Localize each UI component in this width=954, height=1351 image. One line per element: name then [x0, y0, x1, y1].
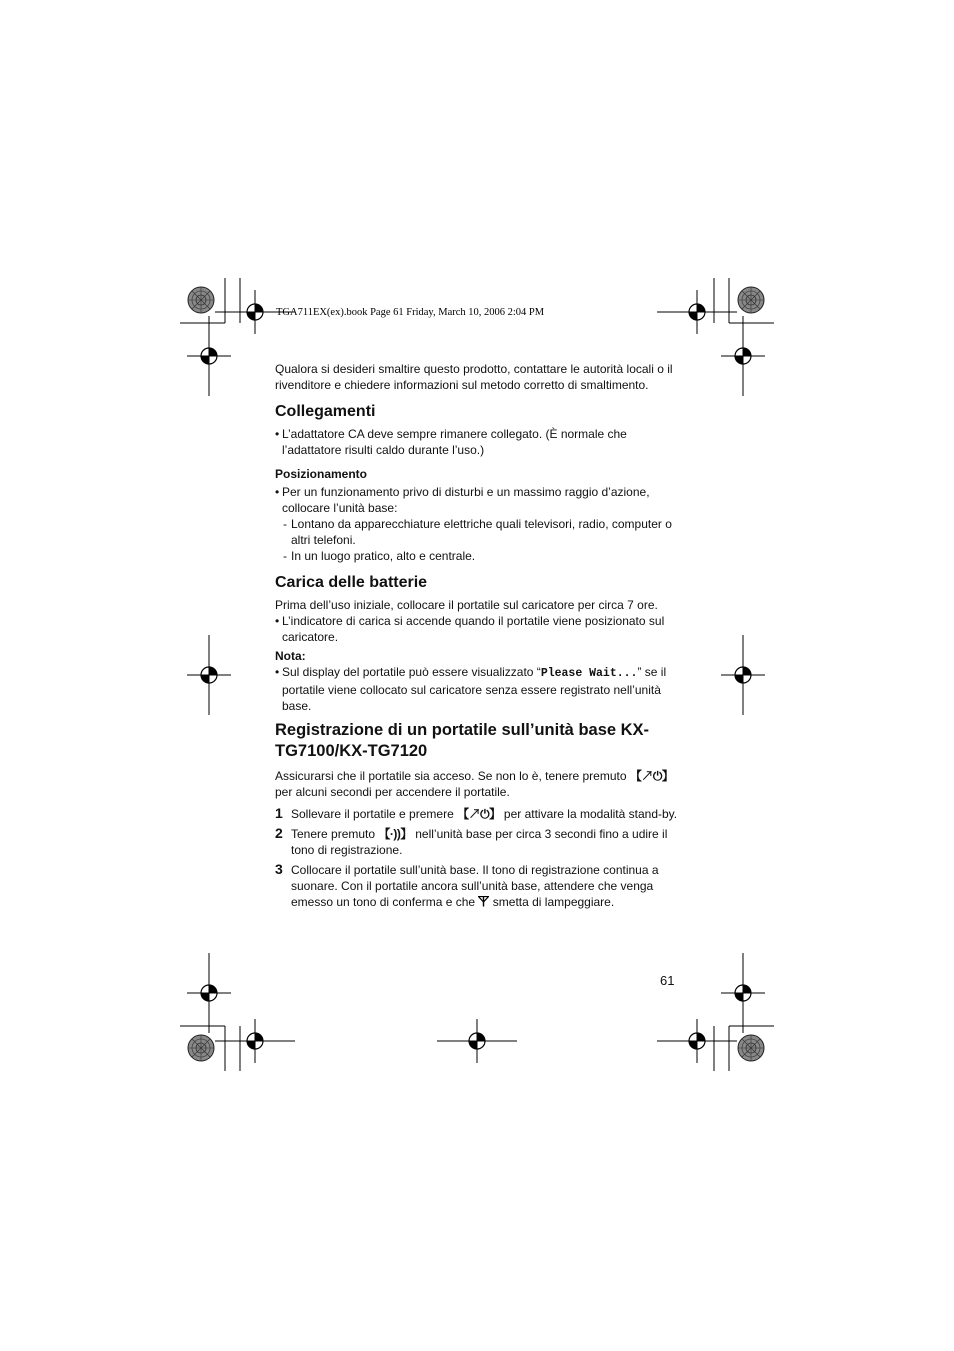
bullet-mark: •: [275, 665, 280, 679]
disposal-intro: Qualora si desideri smaltire questo prodotto, contattare le autorità locali o il rivenditore e chiedere informazioni sul metodo corretto di smaltimento.: [275, 362, 673, 392]
registration-mark-middle-right: [721, 635, 765, 715]
bullet-mark: •: [275, 485, 280, 499]
page-content: [275, 361, 685, 910]
color-target-top-right: [738, 287, 764, 313]
registration-mark-top-left-2: [187, 316, 231, 396]
step-2: 2 Tenere premuto 【·))】 nell’unità base per circa 3 secondi fino a udire il tono di registrazione.: [275, 825, 668, 857]
antenna-icon: [478, 896, 489, 907]
step-number: 2: [275, 825, 283, 841]
locator-key-icon: 【·))】: [378, 827, 412, 841]
note-title: Nota:: [275, 649, 306, 663]
registration-mark-bottom-left-1: [187, 953, 231, 1033]
dash-mark: -: [283, 549, 287, 563]
registration-mark-top-right-1: [657, 290, 737, 334]
color-target-bottom-left: [188, 1035, 214, 1061]
registration-mark-middle-left: [187, 635, 231, 715]
section-title-collegamenti: Collegamenti: [275, 403, 376, 420]
color-target-bottom-right: [738, 1035, 764, 1061]
step-3: 3 Collocare il portatile sull’unità base. Il tono di registrazione continua a suonare. Con il portatile ancora sull’unità base, attendere che venga emesso un tono di conferma e che smetta di lampeggiare.: [275, 861, 659, 909]
sub-list-item: - In un luogo pratico, alto e centrale.: [283, 549, 476, 563]
page-number: 61: [660, 973, 675, 988]
subsection-title-posizionamento: Posizionamento: [275, 467, 368, 481]
registration-mark-top-right-2: [721, 316, 765, 396]
print-header: TGA711EX(ex).book Page 61 Friday, March 10, 2006 2:04 PM: [276, 307, 545, 318]
registration-mark-bottom-left-2: [215, 1019, 295, 1063]
registration-mark-bottom-center: [437, 1019, 517, 1063]
list-item: • L’adattatore CA deve sempre rimanere collegato. (È normale che l’adattatore risulti caldo durante l’uso.): [275, 427, 627, 457]
off-power-key-icon: 【↗⏻】: [629, 769, 674, 783]
step-number: 1: [275, 805, 283, 821]
display-message: Please Wait...: [540, 667, 638, 680]
bullet-mark: •: [275, 614, 280, 628]
off-power-key-icon: 【↗⏻】: [457, 807, 501, 821]
list-item: • L’indicatore di carica si accende quando il portatile viene posizionato sul caricatore.: [275, 614, 665, 644]
step-number: 3: [275, 861, 283, 877]
color-target-top-left: [188, 287, 214, 313]
charging-text: Prima dell’uso iniziale, collocare il portatile sul caricatore per circa 7 ore.: [275, 598, 658, 612]
note-item: • Sul display del portatile può essere visualizzato “Please Wait...” se il portatile viene collocato sul caricatore senza essere registrato nell’unità base.: [275, 665, 667, 713]
step-1: 1 Sollevare il portatile e premere 【↗⏻】 per attivare la modalità stand-by.: [275, 805, 678, 821]
section-title-carica: Carica delle batterie: [275, 574, 428, 591]
registration-intro: Assicurarsi che il portatile sia acceso. Se non lo è, tenere premuto 【↗⏻】 per alcuni secondi per accendere il portatile.: [275, 769, 674, 799]
section-title-registrazione: Registrazione di un portatile sull’unità base KX-TG7100/KX-TG7120: [275, 721, 650, 760]
dash-mark: -: [283, 517, 287, 531]
sub-list-item: - Lontano da apparecchiature elettriche quali televisori, radio, computer o altri telefoni.: [283, 517, 672, 547]
list-item: • Per un funzionamento privo di disturbi e un massimo raggio d’azione, collocare l’unità base:: [275, 485, 650, 515]
bullet-mark: •: [275, 427, 280, 441]
registration-mark-bottom-right-1: [721, 953, 765, 1033]
registration-mark-bottom-right-2: [657, 1019, 737, 1063]
